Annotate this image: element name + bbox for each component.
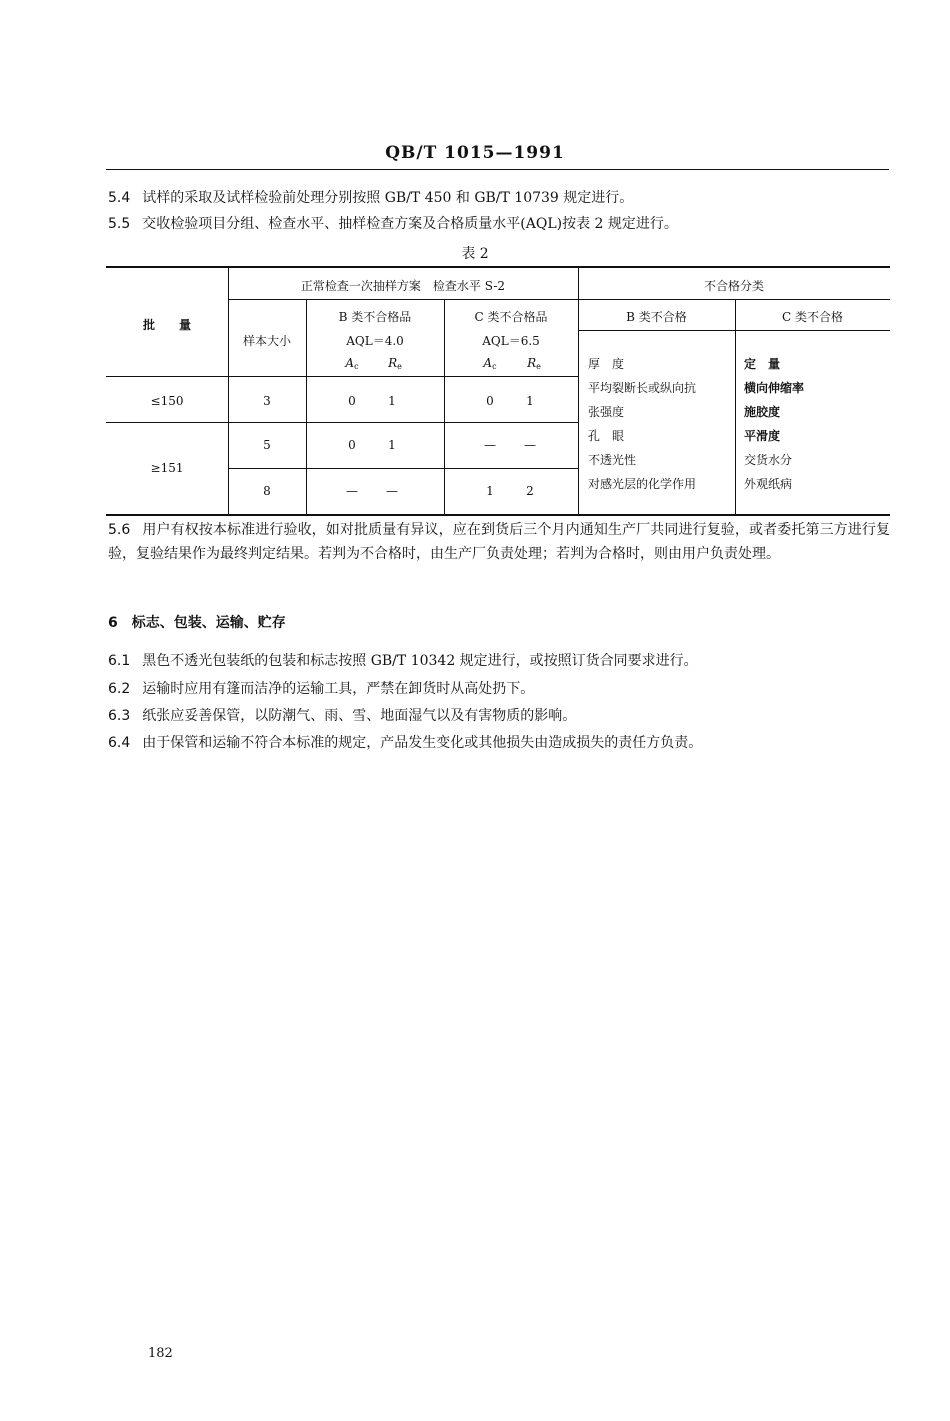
b-aql-header: AQL＝4.0 (346, 334, 404, 348)
clause-5-4 (108, 186, 890, 210)
b-nonconforming-item-header: B 类不合格品 (338, 310, 412, 324)
sampling-plan-header: 正常检查一次抽样方案 检查水平 S-2 (300, 279, 506, 293)
c-ac-cell: 1 (486, 484, 494, 498)
clause-5-6 (108, 519, 890, 566)
lot-size-header: 批 量 (142, 318, 191, 332)
table-rule (578, 330, 890, 331)
clause-text: 用户有权按本标准进行验收，如对批质量有异议，应在到货后三个月内通知生产厂共同进行复验，或者委托第三方进行复验，复验结果作为最终判定结果。若判为不合格时，由生产厂负责处理；若判为合格时，则由用户负责处理。 (108, 522, 890, 562)
clause-number: 5.4 (108, 190, 131, 206)
c-re-cell: 2 (526, 484, 534, 498)
clause-text: 运输时应用有篷而洁净的运输工具，严禁在卸货时从高处扔下。 (142, 681, 535, 697)
c-class-item: 外观纸病 (744, 477, 793, 491)
b-ac-header: $A_c$ (345, 356, 359, 371)
c-ac-cell: — (484, 438, 496, 452)
b-re-cell: 1 (388, 394, 396, 408)
clause-text: 黑色不透光包装纸的包装和标志按照 GB/T 10342 规定进行，或按照订货合同要求进行。 (142, 653, 698, 669)
sampling-table (106, 266, 890, 516)
c-ac-header: $A_c$ (483, 356, 497, 371)
b-ac-cell: 0 (348, 394, 356, 408)
clause-6-4 (108, 731, 890, 755)
lot-size-cell: ≤150 (150, 394, 184, 408)
table-rule (106, 376, 578, 377)
clause-6-1 (108, 649, 890, 673)
b-re-header: $R_e$ (388, 356, 402, 371)
header-rule (106, 169, 889, 170)
sample-size-cell: 8 (263, 484, 271, 498)
b-ac-cell: — (346, 484, 358, 498)
clause-number: 6.2 (108, 681, 131, 697)
clause-text: 试样的采取及试样检验前处理分别按照 GB/T 450 和 GB/T 10739 规定进行。 (142, 190, 634, 206)
c-class-item: 定 量 (744, 357, 781, 371)
c-re-cell: 1 (526, 394, 534, 408)
b-class-header: B 类不合格 (626, 310, 687, 324)
section-6-heading (108, 612, 286, 632)
table-caption: 表 2 (461, 246, 489, 262)
clause-number: 6.3 (108, 708, 131, 724)
b-re-cell: 1 (388, 438, 396, 452)
clause-number: 6.1 (108, 653, 131, 669)
nonconformity-classification-header: 不合格分类 (703, 279, 764, 293)
page-number: 182 (148, 1346, 173, 1361)
clause-number: 6.4 (108, 735, 131, 751)
c-class-item: 施胶度 (744, 405, 781, 419)
c-re-header: $R_e$ (527, 356, 541, 371)
c-class-item: 横向伸缩率 (744, 381, 805, 395)
c-ac-cell: 0 (486, 394, 494, 408)
c-class-item: 交货水分 (744, 453, 793, 467)
clause-5-5 (108, 212, 890, 236)
table-rule (228, 468, 578, 469)
clause-6-3 (108, 704, 890, 728)
b-re-cell: — (386, 484, 398, 498)
clause-text: 纸张应妥善保管，以防潮气、雨、雪、地面湿气以及有害物质的影响。 (142, 708, 577, 724)
b-class-item: 平均裂断长或纵向抗 (588, 381, 697, 395)
table-rule (735, 299, 736, 514)
section-title: 标志、包装、运输、贮存 (131, 615, 286, 631)
c-re-cell: — (524, 438, 536, 452)
b-ac-cell: 0 (348, 438, 356, 452)
c-nonconforming-item-header: C 类不合格品 (474, 310, 548, 324)
b-class-item: 不透光性 (588, 453, 637, 467)
clause-text: 交收检验项目分组、检查水平、抽样检查方案及合格质量水平(AQL)按表 2 规定进行。 (142, 216, 678, 232)
b-class-item: 孔 眼 (588, 429, 625, 443)
b-class-item: 对感光层的化学作用 (588, 477, 697, 491)
table-rule (106, 422, 578, 423)
lot-size-cell: ≥151 (150, 461, 184, 475)
section-number: 6 (108, 615, 118, 631)
table-rule (578, 268, 579, 514)
b-class-item: 厚 度 (588, 357, 625, 371)
sample-size-cell: 5 (263, 438, 271, 452)
table-rule (228, 268, 229, 514)
table-rule (228, 299, 890, 300)
sample-size-header: 样本大小 (242, 334, 291, 348)
c-class-header: C 类不合格 (782, 310, 843, 324)
clause-number: 5.5 (108, 216, 131, 232)
sample-size-cell: 3 (263, 394, 271, 408)
clause-number: 5.6 (108, 522, 131, 538)
clause-text: 由于保管和运输不符合本标准的规定，产品发生变化或其他损失由造成损失的责任方负责。 (142, 735, 703, 751)
standard-number-header: QB/T 1015—1991 (385, 143, 565, 163)
c-class-item: 平滑度 (744, 429, 781, 443)
c-aql-header: AQL＝6.5 (482, 334, 540, 348)
b-class-item: 张强度 (588, 405, 625, 419)
clause-6-2 (108, 677, 890, 701)
